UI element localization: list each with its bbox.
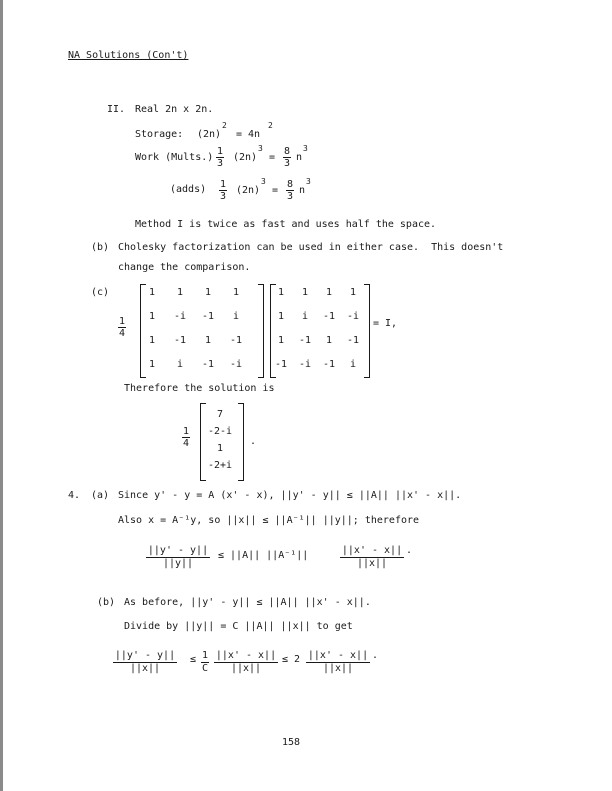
ineq-b-c-frac: [201, 650, 209, 675]
page-number: 158: [282, 737, 301, 748]
matrix-cell: 1: [148, 287, 156, 298]
storage-eq: = 4n: [236, 129, 261, 140]
ineq-b-num1: ||y' - y||: [114, 650, 176, 661]
adds-rhs-den: 3: [286, 191, 294, 202]
solution-right-bracket: [238, 403, 244, 481]
ineq-b-num2: ||x' - x||: [215, 650, 277, 661]
ineq-a-frac1: [146, 545, 210, 570]
matrix-cell: 1: [325, 335, 333, 346]
solution-entry: -2+i: [207, 460, 233, 471]
page-header: NA Solutions (Con't): [68, 50, 189, 61]
identity-result: = I,: [373, 318, 398, 329]
ineq-b-le1: ≤: [190, 654, 197, 665]
adds-eq: =: [272, 185, 279, 196]
ineq-b-end: .: [372, 650, 379, 661]
adds-rhs-exp: 3: [306, 177, 311, 186]
work-frac-num: 1: [216, 146, 224, 157]
solution-entry: -2-i: [207, 426, 233, 437]
matrix-scalar-num: 1: [118, 316, 126, 327]
adds-fraction: [219, 179, 227, 202]
work-frac-den: 3: [216, 158, 224, 169]
work-rhs-den: 3: [283, 158, 291, 169]
ineq-a-den2: ||x||: [340, 557, 404, 570]
ineq-a-frac2: [340, 545, 404, 570]
matrix-cell: -1: [346, 335, 360, 346]
adds-rhs-num: 8: [286, 179, 294, 190]
matrix-cell: 1: [148, 335, 156, 346]
matrix-cell: -i: [298, 359, 312, 370]
ineq-b-le2: ≤ 2: [282, 654, 301, 665]
adds-mid-exp: 3: [261, 177, 266, 186]
matrix-cell: -1: [322, 359, 336, 370]
matrix-cell: -1: [201, 311, 215, 322]
problem-4b-line1: As before, ||y' - y|| ≤ ||A|| ||x' - x||.: [124, 597, 371, 608]
ineq-a-den1: ||y||: [146, 557, 210, 570]
matrix-cell: 1: [277, 287, 285, 298]
section-ii-title: Real 2n x 2n.: [135, 104, 214, 115]
matrix-cell: -1: [298, 335, 312, 346]
ineq-b-c-num: 1: [201, 650, 209, 661]
solution-scalar: [182, 426, 190, 449]
matrix-scalar-den: 4: [118, 328, 126, 339]
work-rhs-var: n: [296, 152, 303, 163]
work-rhs-num: 8: [283, 146, 291, 157]
problem-4-number: 4.: [68, 490, 81, 501]
adds-mid: (2n): [236, 185, 261, 196]
matrix-cell: 1: [277, 335, 285, 346]
matrix-cell: 1: [148, 359, 156, 370]
problem-4b-label: (b): [97, 597, 116, 608]
matrix-cell: -i: [346, 311, 360, 322]
ineq-a-num1: ||y' - y||: [147, 545, 209, 556]
part-c-label: (c): [91, 287, 110, 298]
work-rhs-exp: 3: [303, 144, 308, 153]
therefore-text: Therefore the solution is: [124, 383, 275, 394]
matrix-cell: 1: [204, 287, 212, 298]
adds-frac-num: 1: [219, 179, 227, 190]
storage-lhs: (2n): [197, 129, 222, 140]
work-eq: =: [269, 152, 276, 163]
solution-entry: 7: [216, 409, 224, 420]
matrix-cell: -1: [229, 335, 243, 346]
part-b-line2: change the comparison.: [118, 262, 251, 273]
ineq-b-frac1: [113, 650, 177, 675]
matrix-cell: 1: [349, 287, 357, 298]
adds-rhs-fraction: [286, 179, 294, 202]
ineq-b-num3: ||x' - x||: [307, 650, 369, 661]
ineq-b-den3: ||x||: [306, 662, 370, 675]
work-label: Work (Mults.): [135, 152, 214, 163]
matrix-cell: i: [176, 359, 184, 370]
problem-4a-line2: Also x = A⁻¹y, so ||x|| ≤ ||A⁻¹|| ||y||; therefore: [118, 515, 420, 526]
ineq-b-frac3: [306, 650, 370, 675]
matrix-cell: 1: [301, 287, 309, 298]
method-conclusion: Method I is twice as fast and uses half the space.: [135, 219, 437, 230]
page-edge: [0, 0, 3, 791]
ineq-b-c-den: C: [201, 663, 209, 674]
adds-frac-den: 3: [219, 191, 227, 202]
matrix-cell: -1: [173, 335, 187, 346]
work-mid-exp: 3: [258, 144, 263, 153]
adds-rhs-var: n: [299, 185, 306, 196]
work-rhs-fraction: [283, 146, 291, 169]
part-b-label: (b): [91, 242, 110, 253]
problem-4a-line1: Since y' - y = A (x' - x), ||y' - y|| ≤ ||A|| ||x' - x||.: [118, 490, 462, 501]
matrix-cell: 1: [176, 287, 184, 298]
solution-scalar-den: 4: [182, 438, 190, 449]
ineq-a-end: .: [406, 545, 413, 556]
storage-lhs-exp: 2: [222, 121, 227, 130]
work-mid: (2n): [233, 152, 258, 163]
matrix-cell: -1: [322, 311, 336, 322]
problem-4a-label: (a): [91, 490, 110, 501]
adds-label: (adds): [170, 184, 207, 195]
solution-entry: 1: [216, 443, 224, 454]
matrix-cell: -1: [201, 359, 215, 370]
ineq-a-mid: ≤ ||A|| ||A⁻¹||: [218, 550, 309, 561]
matrix-cell: -i: [229, 359, 243, 370]
matrix-cell: 1: [325, 287, 333, 298]
ineq-b-den2: ||x||: [214, 662, 278, 675]
ineq-b-den1: ||x||: [113, 662, 177, 675]
matrix-cell: i: [349, 359, 357, 370]
ineq-a-num2: ||x' - x||: [341, 545, 403, 556]
part-b-line1: Cholesky factorization can be used in either case. This doesn't: [118, 242, 504, 253]
matrix-cell: 1: [204, 335, 212, 346]
problem-4b-line2: Divide by ||y|| = C ||A|| ||x|| to get: [124, 621, 353, 632]
matrix-cell: i: [232, 311, 240, 322]
storage-rhs-exp: 2: [268, 121, 273, 130]
matrix-cell: 1: [148, 311, 156, 322]
solution-period: .: [250, 436, 257, 447]
matrix-cell: 1: [232, 287, 240, 298]
storage-label: Storage:: [135, 129, 184, 140]
matrix-cell: 1: [277, 311, 285, 322]
matrix-scalar: [118, 316, 126, 339]
matrix-a-right-bracket: [258, 284, 264, 378]
solution-scalar-num: 1: [182, 426, 190, 437]
work-fraction: [216, 146, 224, 169]
ineq-b-frac2: [214, 650, 278, 675]
matrix-cell: i: [301, 311, 309, 322]
matrix-cell: -i: [173, 311, 187, 322]
section-ii-label: II.: [107, 104, 126, 115]
matrix-cell: -1: [274, 359, 288, 370]
